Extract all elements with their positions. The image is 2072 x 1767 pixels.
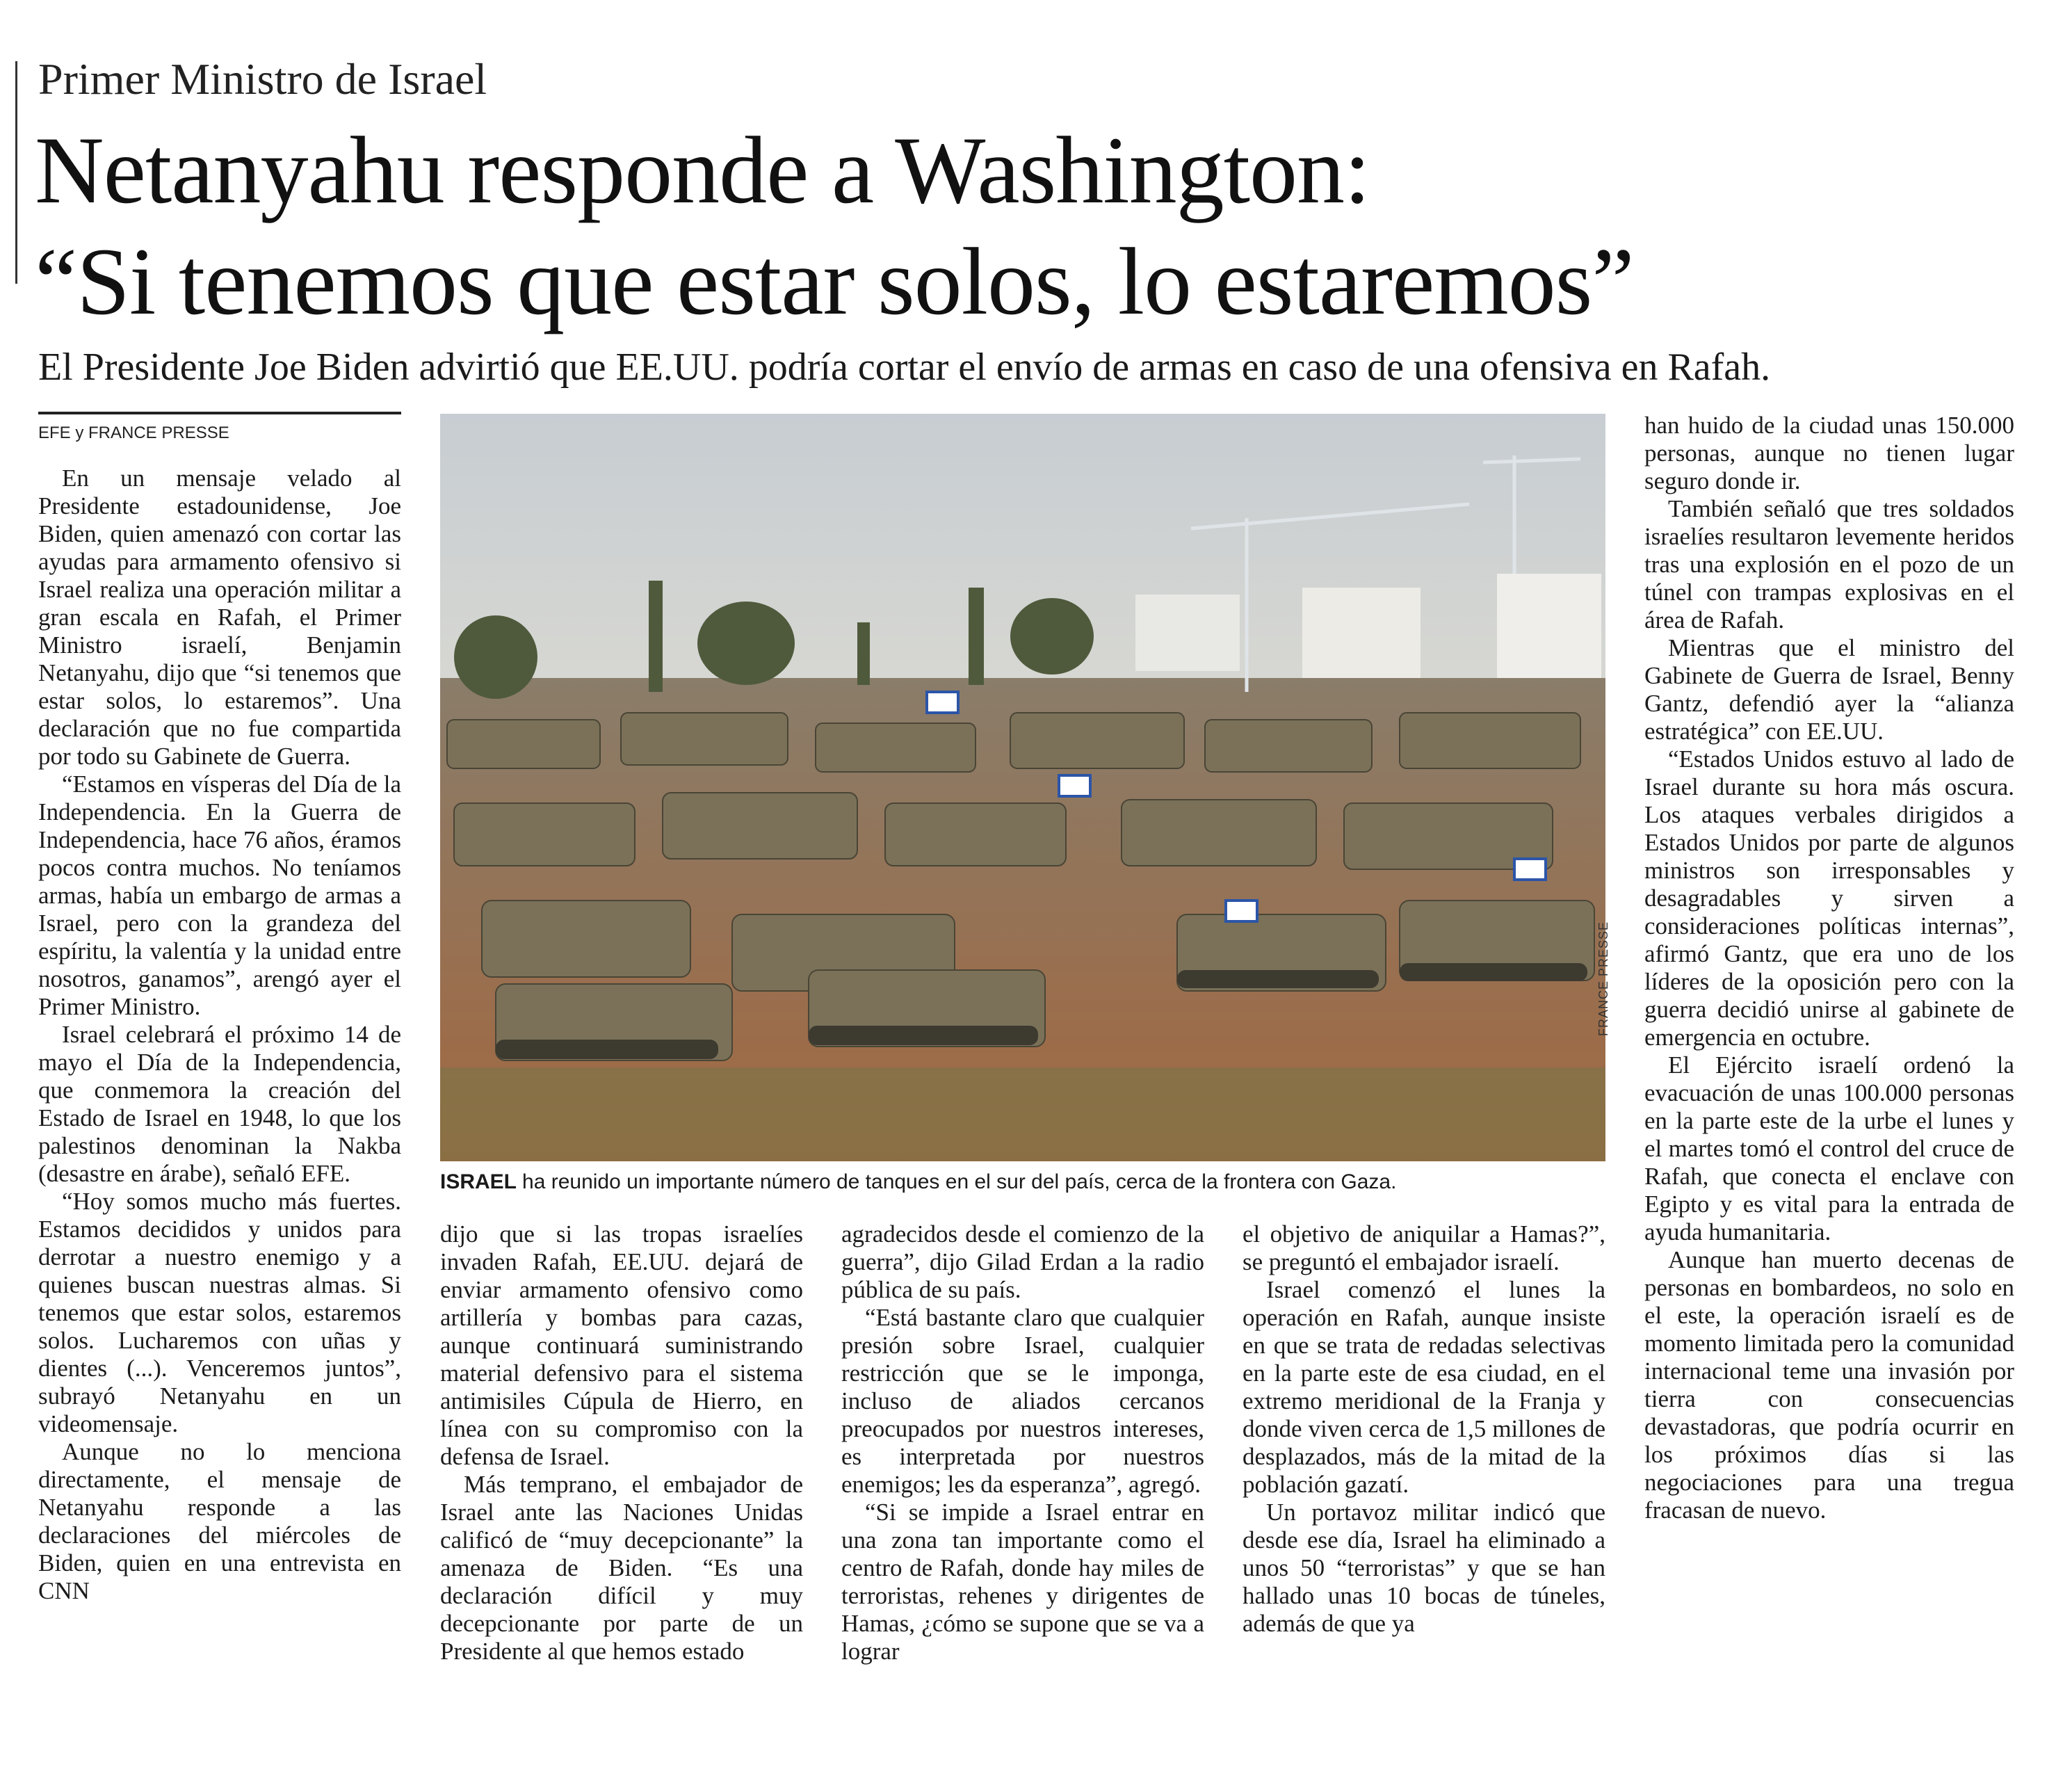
article-column-1: [38, 465, 401, 1741]
paragraph: “Si se impide a Israel entrar en una zona tan importante como el centro de Rafah, donde hay miles de terroristas, rehenes y dirigentes de Hamas, ¿cómo se supone que se va a lograr: [841, 1499, 1204, 1665]
paragraph: “Estados Unidos estuvo al lado de Israel durante su hora más oscura. Los ataques verbales dirigidos a Estados Unidos por parte de algunos ministros son irresponsables y desagradables y sirven a consideraciones políticas internas”, afirmó Gantz, que era uno de los líderes de la oposición pero con la guerra decidió unirse al gabinete de emergencia en octubre.: [1644, 745, 2014, 1051]
caption-text: ha reunido un importante número de tanques en el sur del país, cerca de la frontera con Gaza.: [522, 1170, 1397, 1193]
paragraph: Más temprano, el embajador de Israel ante las Naciones Unidas calificó de “muy decepcionante” la amenaza de Biden. “Es una declaración difícil y muy decepcionante por parte de un Presidente al que hemos estado: [440, 1471, 803, 1665]
paragraph: También señaló que tres soldados israelíes resultaron levemente heridos tras una explosión en el pozo de un túnel con trampas explosivas en el área de Rafah.: [1644, 495, 2014, 634]
paragraph: Aunque han muerto decenas de personas en bombardeos, no solo en el este, la operación israelí es de momento limitada pero la comunidad internacional teme una invasión por tierra con consecuencias devastadoras, que podría ocurrir en los próximos días si las negociaciones para una tregua fracasan de nuevo.: [1644, 1246, 2014, 1524]
article-column-4: [1243, 1220, 1605, 1741]
paragraph: dijo que si las tropas israelíes invaden Rafah, EE.UU. dejará de enviar armamento ofensivo como artillería y bombas para cazas, aunque continuará suministrando material defensivo para el sistema antimisiles Cúpula de Hierro, en línea con su compromiso con la defensa de Israel.: [440, 1220, 803, 1470]
paragraph: En un mensaje velado al Presidente estadounidense, Joe Biden, quien amenazó con cortar las ayudas para armamento ofensivo si Israel realiza una operación militar a gran escala en Rafah, el Primer Ministro israelí, Benjamin Netanyahu, dijo que “si tenemos que estar solos, lo estaremos”. Una declaración que no fue compartida por todo su Gabinete de Guerra.: [38, 465, 401, 770]
paragraph: Israel comenzó el lunes la operación en Rafah, aunque insiste en que se trata de redadas selectivas en la parte este de esa ciudad, en el extremo meridional de la Franja y donde viven cerca de 1,5 millones de desplazados, más de la mitad de la población gazatí.: [1243, 1276, 1605, 1498]
headline-line-2: “Si tenemos que estar solos, lo estaremos”: [35, 228, 1634, 334]
paragraph: “Está bastante claro que cualquier presión sobre Israel, cualquier restricción que se le imponga, incluso de aliados cercanos preocupados por nuestros intereses, es interpretada por nuestros enemigos; les da esperanza”, agregó.: [841, 1304, 1204, 1498]
deck: El Presidente Joe Biden advirtió que EE.UU. podría cortar el envío de armas en caso de una ofensiva en Rafah.: [38, 346, 1771, 389]
byline: EFE y FRANCE PRESSE: [38, 423, 229, 442]
paragraph: agradecidos desde el comienzo de la guerra”, dijo Gilad Erdan a la radio pública de su país.: [841, 1220, 1204, 1303]
paragraph: han huido de la ciudad unas 150.000 personas, aunque no tienen lugar seguro donde ir.: [1644, 412, 2014, 494]
kicker-rule: [15, 61, 17, 284]
paragraph: El Ejército israelí ordenó la evacuación de unas 100.000 personas en la parte este de la urbe el lunes y el martes tomó el control del cruce de Rafah, que conecta el enclave con Egipto y es vital para la entrada de ayuda humanitaria.: [1644, 1051, 2014, 1245]
caption-lead: ISRAEL: [440, 1170, 517, 1193]
paragraph: “Hoy somos mucho más fuertes. Estamos decididos y unidos para derrotar a nuestro enemigo y a quienes buscan nuestras almas. Si tenemos que estar solos, estaremos solos. Lucharemos con uñas y dientes (...). Venceremos juntos”, subrayó Netanyahu en un videomensaje.: [38, 1188, 401, 1437]
paragraph: el objetivo de aniquilar a Hamas?”, se preguntó el embajador israelí.: [1243, 1220, 1605, 1275]
article-column-2: [440, 1220, 803, 1741]
paragraph: Israel celebrará el próximo 14 de mayo el Día de la Independencia, que conmemora la creación del Estado de Israel en 1948, lo que los palestinos denominan la Nakba (desastre en árabe), señaló EFE.: [38, 1021, 401, 1187]
headline: [35, 115, 1982, 337]
paragraph: “Estamos en vísperas del Día de la Independencia. En la Guerra de Independencia, hace 76 años, éramos pocos contra muchos. No teníamos armas, había un embargo de armas a Israel, pero con la grandeza del espíritu, la valentía y la unidad entre nosotros, ganamos”, arengó ayer el Primer Ministro.: [38, 770, 401, 1020]
paragraph: Mientras que el ministro del Gabinete de Guerra de Israel, Benny Gantz, defendió ayer la “alianza estratégica” con EE.UU.: [1644, 634, 2014, 745]
photo-caption: [440, 1168, 1605, 1196]
headline-line-1: Netanyahu responde a Washington:: [35, 117, 1370, 223]
photo-tanks: [440, 414, 1605, 1161]
article-column-3: [841, 1220, 1204, 1741]
paragraph: Un portavoz militar indicó que desde ese día, Israel ha eliminado a unos 50 “terroristas” y que se han hallado unas 10 bocas de túneles, además de que ya: [1243, 1499, 1605, 1637]
kicker: Primer Ministro de Israel: [38, 54, 487, 104]
photo-credit: FRANCE PRESSE: [1596, 921, 1610, 1036]
byline-rule: [38, 412, 401, 414]
article-column-5: [1644, 412, 2014, 1741]
paragraph: Aunque no lo menciona directamente, el mensaje de Netanyahu responde a las declaraciones del miércoles de Biden, quien en una entrevista en CNN: [38, 1438, 401, 1604]
